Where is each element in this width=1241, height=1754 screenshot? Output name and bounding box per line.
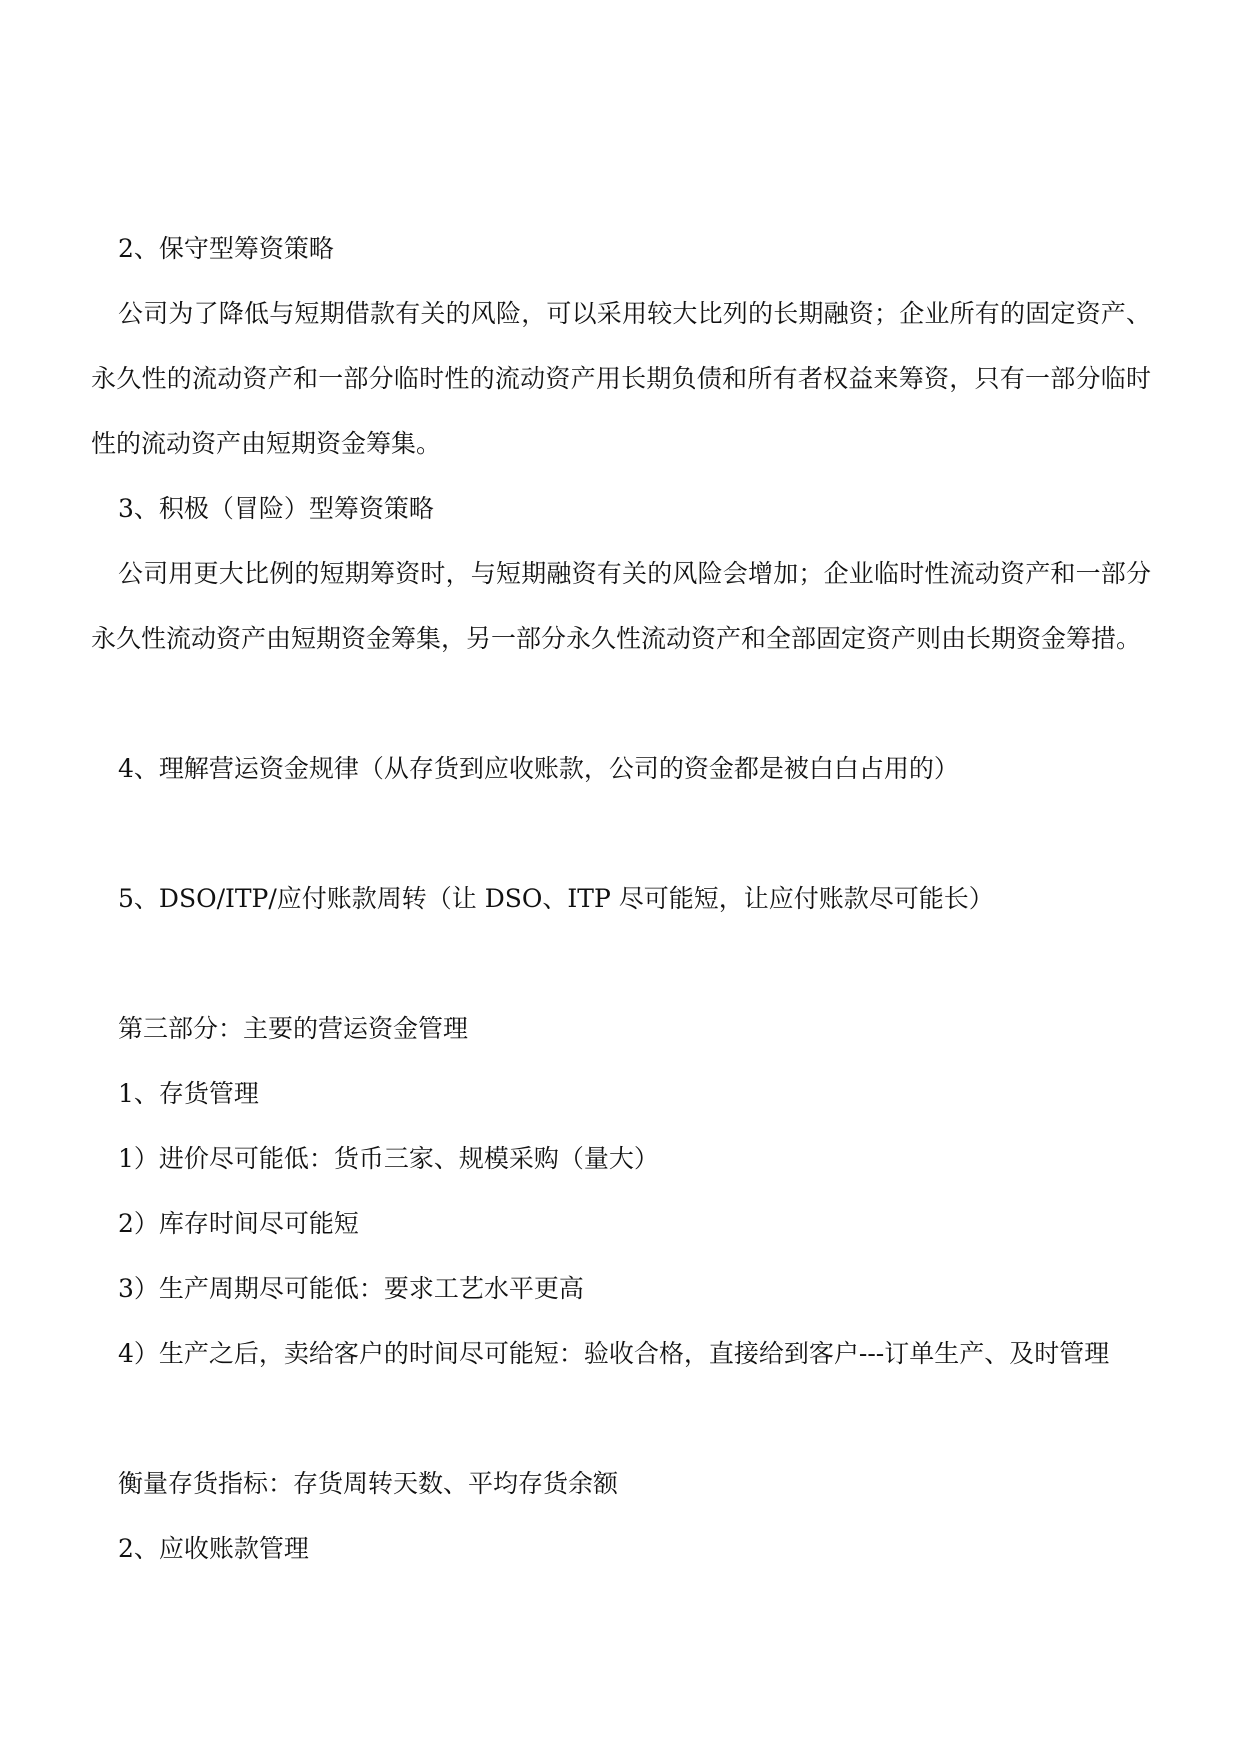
list-item-4: 4）生产之后，卖给客户的时间尽可能短：验收合格，直接给到客户---订单生产、及时管理 xyxy=(118,1339,1110,1368)
inventory-metrics: 衡量存货指标：存货周转天数、平均存货余额 xyxy=(118,1469,619,1498)
heading-inventory-management: 1、存货管理 xyxy=(118,1079,259,1108)
list-item-1: 1）进价尽可能低：货币三家、规模采购（量大） xyxy=(118,1144,659,1173)
list-item-2: 2）库存时间尽可能短 xyxy=(118,1209,359,1238)
paragraph-conservative-financing: 公司为了降低与短期借款有关的风险，可以采用较大比列的长期融资；企业所有的固定资产、永久性的流动资产和一部分临时性的流动资产用长期负债和所有者权益来筹资，只有一部分临时性的流动资产由短期资金筹集。 xyxy=(91,299,1151,458)
heading-receivables-management: 2、应收账款管理 xyxy=(118,1534,309,1563)
heading-dso-itp: 5、DSO/ITP/应付账款周转（让 DSO、ITP 尽可能短，让应付账款尽可能长） xyxy=(118,884,994,913)
paragraph-aggressive-financing: 公司用更大比例的短期筹资时，与短期融资有关的风险会增加；企业临时性流动资产和一部分永久性流动资产由短期资金筹集，另一部分永久性流动资产和全部固定资产则由长期资金筹措。 xyxy=(91,559,1151,653)
list-item-3: 3）生产周期尽可能低：要求工艺水平更高 xyxy=(118,1274,584,1303)
heading-working-capital-rule: 4、理解营运资金规律（从存货到应收账款，公司的资金都是被白白占用的） xyxy=(118,754,959,783)
heading-aggressive-financing: 3、积极（冒险）型筹资策略 xyxy=(118,494,434,523)
heading-conservative-financing: 2、保守型筹资策略 xyxy=(118,234,334,263)
section-title-part-three: 第三部分：主要的营运资金管理 xyxy=(118,1014,469,1043)
